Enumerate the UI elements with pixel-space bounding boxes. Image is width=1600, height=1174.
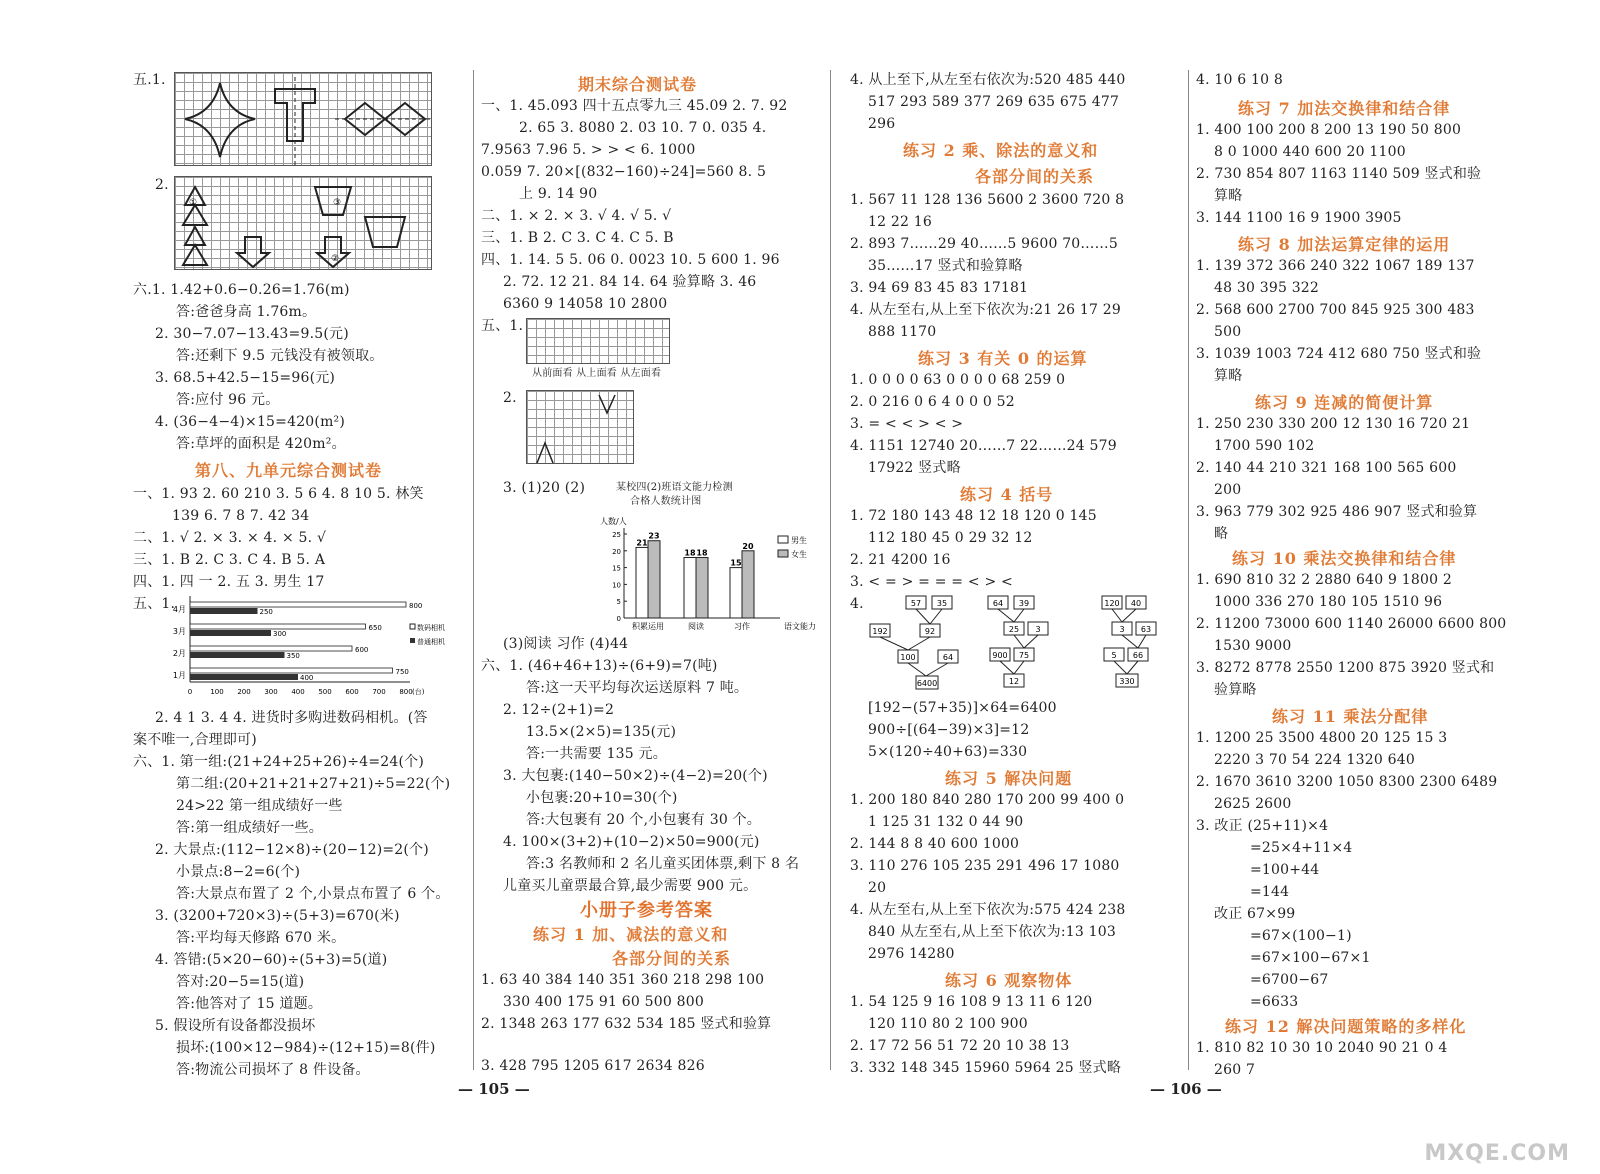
bar-girls bbox=[742, 551, 754, 618]
tree-link bbox=[1014, 609, 1024, 622]
bar-label-boys: 18 bbox=[684, 548, 696, 558]
answer-line: 4. 答错:(5×20−60)÷(5+3)=5(道) bbox=[155, 952, 388, 968]
answer-line: 500 bbox=[1214, 324, 1242, 340]
view-labels: 从前面看 从上面看 从左面看 bbox=[532, 368, 662, 379]
tree-link bbox=[926, 663, 948, 676]
answer-line: 2. 12÷(2+1)=2 bbox=[503, 702, 615, 718]
answer-line: 112 180 45 0 29 32 12 bbox=[868, 530, 1033, 546]
svg-text:①: ① bbox=[189, 198, 198, 208]
tree-value: 57 bbox=[910, 599, 922, 608]
answer-line: 小景点:8−2=6(个) bbox=[176, 864, 301, 880]
tree-link bbox=[908, 663, 926, 676]
bar-girls bbox=[696, 558, 708, 618]
answer-line: 损坏:(100×12−984)÷(12+15)=8(件) bbox=[176, 1040, 436, 1056]
answer-line: 7.9563 7.96 5. > > < 6. 1000 bbox=[481, 142, 696, 158]
section-heading: 第八、九单元综合测试卷 bbox=[195, 461, 383, 480]
answer-line: 2. 17 72 56 51 72 20 10 38 13 bbox=[850, 1038, 1070, 1054]
x-tick-label: 700 bbox=[372, 688, 386, 696]
x-tick-label: 100 bbox=[210, 688, 224, 696]
x-tick-label: 800 bbox=[399, 688, 413, 696]
answer-line: 略 bbox=[1214, 526, 1229, 542]
answer-line: 1. 250 230 330 200 12 130 16 720 21 bbox=[1196, 416, 1471, 432]
tree-link bbox=[880, 637, 908, 650]
answer-line: 3. 144 1100 16 9 1900 3905 bbox=[1196, 210, 1402, 226]
category-label: 习作 bbox=[734, 622, 750, 631]
answer-line: 0.059 7. 20×[(832−160)÷24]=560 8. 5 bbox=[481, 164, 767, 180]
answer-line: 2. 568 600 2700 700 845 925 300 483 bbox=[1196, 302, 1475, 318]
x-tick-label: 300 bbox=[264, 688, 278, 696]
section-heading: 练习 12 解决问题策略的多样化 bbox=[1225, 1017, 1467, 1036]
month-label: 3月 bbox=[172, 627, 186, 636]
tree-link bbox=[1014, 661, 1024, 674]
legend-digital: 数码相机 bbox=[417, 624, 445, 632]
section-heading: 练习 3 有关 0 的运算 bbox=[918, 349, 1088, 368]
answer-line: 3. 94 69 83 45 83 17181 bbox=[850, 280, 1029, 296]
bar-boys bbox=[684, 558, 696, 618]
bar-label: 350 bbox=[286, 652, 300, 660]
tree-value: 40 bbox=[1130, 599, 1142, 608]
legend-girls: 女生 bbox=[791, 550, 807, 559]
answer-line: 算略 bbox=[1214, 368, 1243, 384]
answer-line: 13.5×(2×5)=135(元) bbox=[526, 724, 677, 740]
answer-line: 3. 428 795 1205 617 2634 826 bbox=[481, 1058, 705, 1074]
answer-line: 儿童买儿童票最合算,最少需要 900 元。 bbox=[503, 878, 758, 894]
legend-swatch-girls bbox=[778, 550, 788, 557]
svg-text:②: ② bbox=[331, 254, 340, 264]
section-heading: 练习 4 括号 bbox=[960, 485, 1054, 504]
answer-line: 48 30 395 322 bbox=[1214, 280, 1320, 296]
booklet-heading: 小册子参考答案 bbox=[580, 900, 713, 921]
answer-line: 1. 567 11 128 136 5600 2 3600 720 8 bbox=[850, 192, 1125, 208]
bar-normal bbox=[190, 602, 406, 607]
transform-drawing bbox=[175, 177, 433, 271]
answer-line: =6633 bbox=[1250, 994, 1299, 1010]
tree-value: 3 bbox=[1035, 625, 1041, 634]
tree-link bbox=[930, 609, 942, 624]
answer-line: 12 22 16 bbox=[868, 214, 932, 230]
y-tick-label: 5 bbox=[616, 598, 621, 607]
bar-digital bbox=[190, 630, 271, 636]
bar-label-girls: 18 bbox=[696, 548, 708, 558]
answer-line: 3. (3200+720×3)÷(5+3)=670(米) bbox=[155, 908, 400, 924]
chart-title: 某校四(2)班语文能力检测 bbox=[616, 482, 733, 493]
answer-line: 3. (1)20 (2) bbox=[503, 480, 586, 496]
answer-line: 1700 590 102 bbox=[1214, 438, 1315, 454]
tree-link bbox=[1014, 635, 1024, 648]
answer-line: 2. 1670 3610 3200 1050 8300 2300 6489 bbox=[1196, 774, 1498, 790]
tree-value: 100 bbox=[900, 653, 916, 662]
answer-line: 5×(120÷40+63)=330 bbox=[868, 744, 1028, 760]
answer-line: 改正 67×99 bbox=[1214, 906, 1296, 922]
x-tick-label: 500 bbox=[318, 688, 332, 696]
answer-line: 4. 1151 12740 20……7 22……24 579 bbox=[850, 438, 1117, 454]
answer-line: 2. 30−7.07−13.43=9.5(元) bbox=[155, 326, 349, 342]
answer-line: 2220 3 70 54 224 1320 640 bbox=[1214, 752, 1415, 768]
answer-line: 三、1. B 2. C 3. C 4. C 5. B bbox=[481, 230, 674, 246]
answer-line: 1. 810 82 10 30 10 2040 90 21 0 4 bbox=[1196, 1040, 1448, 1056]
answer-line: 24>22 第一组成绩好一些 bbox=[176, 798, 343, 814]
answer-line: 答:3 名教师和 2 名儿童买团体票,剩下 8 名 bbox=[526, 856, 800, 872]
answer-line: 小包裹:20+10=30(个) bbox=[526, 790, 678, 806]
answer-line: 2. 140 44 210 321 168 100 565 600 bbox=[1196, 460, 1457, 476]
month-label: 4月 bbox=[172, 605, 186, 614]
answer-line: 120 110 80 2 100 900 bbox=[868, 1016, 1028, 1032]
bar-label: 400 bbox=[300, 674, 314, 682]
legend-swatch-normal bbox=[410, 638, 415, 643]
answer-line: 1. 0 0 0 0 63 0 0 0 0 68 259 0 bbox=[850, 372, 1066, 388]
month-label: 1月 bbox=[172, 671, 186, 680]
answer-line: 答:平均每天修路 670 米。 bbox=[176, 930, 346, 946]
answer-line: 答:应付 96 元。 bbox=[176, 392, 280, 408]
section-heading: 练习 7 加法交换律和结合律 bbox=[1238, 99, 1451, 118]
answer-line: 1. 139 372 366 240 322 1067 189 137 bbox=[1196, 258, 1475, 274]
answer-line: =67×(100−1) bbox=[1250, 928, 1352, 944]
answer-line: 1. 200 180 840 280 170 200 99 400 0 bbox=[850, 792, 1125, 808]
bar-label: 250 bbox=[259, 608, 273, 616]
tree-value: 64 bbox=[992, 599, 1004, 608]
answer-line: 3. 68.5+42.5−15=96(元) bbox=[155, 370, 336, 386]
answer-line: 五、1. bbox=[481, 318, 524, 334]
answer-line: 上 9. 14 90 bbox=[519, 186, 598, 202]
bar-label: 650 bbox=[368, 624, 382, 632]
tree-value: 39 bbox=[1018, 599, 1030, 608]
answer-line: 答:这一天平均每次运送原料 7 吨。 bbox=[526, 680, 749, 696]
answer-line: 2976 14280 bbox=[868, 946, 955, 962]
bar-label-girls: 20 bbox=[742, 541, 754, 551]
answer-line: =6700−67 bbox=[1250, 972, 1329, 988]
section-heading: 练习 8 加法运算定律的运用 bbox=[1238, 235, 1451, 254]
answer-line: 2. 72. 12 21. 84 14. 64 验算略 3. 46 bbox=[503, 274, 757, 290]
answer-line: 4. 从上至下,从左至右依次为:520 485 440 bbox=[850, 72, 1126, 88]
tree-value: 3 bbox=[1119, 625, 1125, 634]
answer-line: 五、1. bbox=[133, 596, 176, 612]
drawing-grid bbox=[526, 390, 634, 464]
legend-normal: 普通相机 bbox=[417, 638, 445, 646]
x-tick-label: 400 bbox=[291, 688, 305, 696]
category-label: 阅读 bbox=[688, 622, 704, 631]
answer-line: 答:大包裹有 20 个,小包裹有 30 个。 bbox=[526, 812, 761, 828]
bar-label: 600 bbox=[355, 646, 369, 654]
x-tick-label: 600 bbox=[345, 688, 359, 696]
watermark: MXQE.COM bbox=[1424, 1141, 1570, 1166]
tree-value: 900 bbox=[992, 651, 1008, 660]
tree-link bbox=[908, 637, 930, 650]
tree-link bbox=[1122, 609, 1136, 622]
column-divider bbox=[1188, 70, 1189, 1070]
section-heading: 练习 6 观察物体 bbox=[945, 971, 1073, 990]
answer-line: 4. 从左至右,从上至下依次为:21 26 17 29 bbox=[850, 302, 1121, 318]
tree-value: 25 bbox=[1008, 625, 1020, 634]
answer-line: 3. 110 276 105 235 291 496 17 1080 bbox=[850, 858, 1120, 874]
answer-line: 五.1. bbox=[133, 72, 166, 88]
section-heading: 各部分间的关系 bbox=[975, 167, 1095, 186]
tree-value: 120 bbox=[1104, 599, 1120, 608]
answer-line: 840 从左至右,从上至下依次为:13 103 bbox=[868, 924, 1116, 940]
three-view-grid bbox=[526, 318, 670, 364]
tree-value: 12 bbox=[1008, 677, 1020, 686]
answer-line: 330 400 175 91 60 500 800 bbox=[503, 994, 704, 1010]
answer-line: 1. 54 125 9 16 108 9 13 11 6 120 bbox=[850, 994, 1093, 1010]
answer-line: 1. 690 810 32 2 2880 640 9 1800 2 bbox=[1196, 572, 1452, 588]
tree-value: 92 bbox=[924, 627, 936, 636]
answer-line: 2. 1348 263 177 632 534 185 竖式和验算 bbox=[481, 1016, 772, 1032]
column-divider bbox=[830, 70, 831, 1070]
tree-value: 63 bbox=[1140, 625, 1152, 634]
answer-line: 296 bbox=[868, 116, 896, 132]
answer-line: 四、1. 14. 5 5. 06 0. 0023 10. 5 600 1. 96 bbox=[481, 252, 780, 268]
section-heading: 期末综合测试卷 bbox=[578, 75, 698, 94]
answer-line: 20 bbox=[868, 880, 887, 896]
answer-line: 3. 1039 1003 724 412 680 750 竖式和验 bbox=[1196, 346, 1482, 362]
bar-label-boys: 21 bbox=[636, 538, 648, 548]
tree-link bbox=[1024, 635, 1038, 648]
answer-line: 答:他答对了 15 道题。 bbox=[176, 996, 323, 1012]
answer-line: 3. 改正 (25+11)×4 bbox=[1196, 818, 1329, 834]
answer-line: 900÷[(64−39)×3]=12 bbox=[868, 722, 1030, 738]
grid-figure-2 bbox=[174, 176, 432, 270]
answer-line: 二、1. √ 2. × 3. × 4. × 5. √ bbox=[133, 530, 327, 546]
grid-drawing bbox=[527, 391, 635, 465]
answer-line: 2. 21 4200 16 bbox=[850, 552, 951, 568]
legend-boys: 男生 bbox=[791, 536, 807, 545]
x-tick-label: 200 bbox=[237, 688, 251, 696]
bar-digital bbox=[190, 674, 298, 680]
bar-label-boys: 15 bbox=[730, 558, 742, 568]
page-number: — 106 — bbox=[1150, 1080, 1222, 1098]
section-heading: 练习 5 解决问题 bbox=[945, 769, 1073, 788]
tree-link bbox=[1114, 661, 1127, 674]
answer-line: 2. 11200 73000 600 1140 26000 6600 800 bbox=[1196, 616, 1507, 632]
grid-figure-1 bbox=[174, 72, 432, 166]
bar-label-girls: 23 bbox=[648, 531, 660, 541]
answer-line: 2. bbox=[503, 390, 517, 406]
x-tick-label: 0 bbox=[187, 688, 193, 696]
answer-line: 答:爸爸身高 1.76m。 bbox=[176, 304, 317, 320]
answer-line: 一、1. 45.093 四十五点零九三 45.09 2. 7. 92 bbox=[481, 98, 788, 114]
y-tick-label: 0 bbox=[616, 615, 621, 623]
answer-line: 4. (36−4−4)×15=420(m²) bbox=[155, 414, 346, 430]
answer-line: 验算略 bbox=[1214, 682, 1257, 698]
bar-normal bbox=[190, 668, 393, 673]
answer-line: 答:草坪的面积是 420m²。 bbox=[176, 436, 346, 452]
tree-link bbox=[1138, 635, 1146, 648]
bar-boys bbox=[636, 547, 648, 618]
answer-line: 答:大景点布置了 2 个,小景点布置了 6 个。 bbox=[176, 886, 450, 902]
answer-line: 1530 9000 bbox=[1214, 638, 1292, 654]
answer-line: 案不唯一,合理即可) bbox=[133, 732, 257, 748]
answer-line: 3. < = > = = = < > < bbox=[850, 574, 1013, 590]
answer-line: 4. 从左至右,从上至下依次为:575 424 238 bbox=[850, 902, 1126, 918]
month-label: 2月 bbox=[172, 649, 186, 658]
tree-value: 192 bbox=[872, 627, 888, 636]
answer-line: =100+44 bbox=[1250, 862, 1320, 878]
answer-line: [192−(57+35)]×64=6400 bbox=[868, 700, 1057, 716]
answer-line: 1 125 31 132 0 44 90 bbox=[868, 814, 1024, 830]
y-tick-label: 15 bbox=[612, 564, 621, 573]
answer-line: (3)阅读 习作 (4)44 bbox=[503, 636, 629, 652]
answer-line: 4. 10 6 10 8 bbox=[1196, 72, 1284, 88]
legend-swatch-boys bbox=[778, 536, 788, 543]
column-divider bbox=[473, 70, 474, 1070]
section-heading: 各部分间的关系 bbox=[612, 949, 732, 968]
category-label: 积累运用 bbox=[632, 622, 664, 631]
bar-label: 300 bbox=[273, 630, 287, 638]
answer-line: 139 6. 7 8 7. 42 34 bbox=[172, 508, 310, 524]
tree-value: 64 bbox=[942, 653, 954, 662]
answer-line: 一、1. 93 2. 60 210 3. 5 6 4. 8 10 5. 林笑 bbox=[133, 486, 424, 502]
answer-line: 200 bbox=[1214, 482, 1242, 498]
answer-line: 260 7 bbox=[1214, 1062, 1256, 1078]
tree-value: 330 bbox=[1119, 677, 1135, 686]
answer-line: 3. = < < > < > bbox=[850, 416, 964, 432]
tree-value: 66 bbox=[1132, 651, 1144, 660]
answer-line: 888 1170 bbox=[868, 324, 937, 340]
tree-link bbox=[1112, 609, 1122, 622]
y-tick-label: 20 bbox=[612, 547, 621, 556]
answer-line: 1. 400 100 200 8 200 13 190 50 800 bbox=[1196, 122, 1462, 138]
answer-line: 答:物流公司损坏了 8 件设备。 bbox=[176, 1062, 370, 1078]
answer-line: 35……17 竖式和验算略 bbox=[868, 258, 1023, 274]
tree-link bbox=[916, 609, 930, 624]
answer-line: 算略 bbox=[1214, 188, 1243, 204]
answer-line: 答:第一组成绩好一些。 bbox=[176, 820, 323, 836]
tree-link bbox=[1122, 635, 1138, 648]
tree-link bbox=[1000, 661, 1014, 674]
answer-line: 1. 72 180 143 48 12 18 120 0 145 bbox=[850, 508, 1097, 524]
answer-line: 1000 336 270 180 105 1510 96 bbox=[1214, 594, 1443, 610]
section-heading: 练习 9 连减的简便计算 bbox=[1255, 393, 1434, 412]
tree-link bbox=[998, 609, 1014, 622]
answer-line: 2. 大景点:(112−12×8)÷(20−12)=2(个) bbox=[155, 842, 429, 858]
legend-swatch-digital bbox=[410, 624, 415, 629]
calculation-trees bbox=[868, 594, 1168, 694]
answer-line: 1. 1200 25 3500 4800 20 125 15 3 bbox=[1196, 730, 1448, 746]
x-unit-label: (台) bbox=[412, 688, 425, 696]
page-number: — 105 — bbox=[458, 1080, 530, 1098]
answer-line: 3. 332 148 345 15960 5964 25 竖式略 bbox=[850, 1060, 1122, 1076]
bar-digital bbox=[190, 608, 258, 614]
bar-boys bbox=[730, 568, 742, 618]
answer-line: =25×4+11×4 bbox=[1250, 840, 1353, 856]
svg-text:③: ③ bbox=[333, 198, 342, 208]
x-axis-title: 语文能力 bbox=[784, 622, 816, 631]
answer-line: =144 bbox=[1250, 884, 1290, 900]
answer-line: 3. 8272 8778 2550 1200 875 3920 竖式和 bbox=[1196, 660, 1495, 676]
bar-normal bbox=[190, 646, 352, 651]
answer-line: =67×100−67×1 bbox=[1250, 950, 1371, 966]
vertical-bar-chart bbox=[600, 514, 825, 632]
answer-line: 答对:20−5=15(道) bbox=[176, 974, 305, 990]
bar-label: 750 bbox=[395, 668, 409, 676]
answer-line: 2. 144 8 8 40 600 1000 bbox=[850, 836, 1020, 852]
symmetry-drawing bbox=[175, 73, 433, 167]
bar-normal bbox=[190, 624, 366, 629]
bar-girls bbox=[648, 541, 660, 618]
answer-line: 4. 100×(3+2)+(10−2)×50=900(元) bbox=[503, 834, 760, 850]
section-heading: 练习 10 乘法交换律和结合律 bbox=[1232, 549, 1457, 568]
answer-line: 2. 0 216 0 6 4 0 0 0 52 bbox=[850, 394, 1015, 410]
bar-digital bbox=[190, 652, 285, 658]
answer-line: 517 293 589 377 269 635 675 477 bbox=[868, 94, 1120, 110]
answer-line: 2625 2600 bbox=[1214, 796, 1292, 812]
answer-line: 3. 963 779 302 925 486 907 竖式和验算 bbox=[1196, 504, 1478, 520]
answer-line: 17922 竖式略 bbox=[868, 460, 961, 476]
answer-line: 2. 893 7……29 40……5 9600 70……5 bbox=[850, 236, 1118, 252]
tree-value: 35 bbox=[936, 599, 948, 608]
answer-line: 二、1. × 2. × 3. √ 4. √ 5. √ bbox=[481, 208, 672, 224]
answer-line: 1. 63 40 384 140 351 360 218 298 100 bbox=[481, 972, 765, 988]
tree-link bbox=[1127, 661, 1138, 674]
y-axis-title: 人数/人 bbox=[600, 517, 627, 526]
answer-line: 第二组:(20+21+21+27+21)÷5=22(个) bbox=[176, 776, 451, 792]
section-heading: 练习 2 乘、除法的意义和 bbox=[903, 141, 1099, 160]
section-heading: 练习 11 乘法分配律 bbox=[1272, 707, 1429, 726]
y-tick-label: 10 bbox=[612, 581, 621, 590]
answer-line: 6360 9 14058 10 2800 bbox=[503, 296, 668, 312]
answer-line: 答:还剩下 9.5 元钱没有被领取。 bbox=[176, 348, 384, 364]
horizontal-bar-chart bbox=[160, 594, 465, 700]
answer-line: 8 0 1000 440 600 20 1100 bbox=[1214, 144, 1406, 160]
answer-line: 2. 4 1 3. 4 4. 进货时多购进数码相机。(答 bbox=[155, 710, 428, 726]
answer-line: 3. 大包裹:(140−50×2)÷(4−2)=20(个) bbox=[503, 768, 768, 784]
answer-line: 四、1. 四 一 2. 五 3. 男生 17 bbox=[133, 574, 325, 590]
tree-value: 75 bbox=[1018, 651, 1030, 660]
tree-value: 6400 bbox=[916, 679, 938, 688]
bar-label: 800 bbox=[409, 602, 423, 610]
answer-line: 答:一共需要 135 元。 bbox=[526, 746, 667, 762]
answer-line: 2. 65 3. 8080 2. 03 10. 7 0. 035 4. bbox=[519, 120, 767, 136]
answer-line: 4. bbox=[850, 596, 864, 612]
section-heading: 练习 1 加、减法的意义和 bbox=[533, 925, 729, 944]
answer-line: 三、1. B 2. C 3. C 4. B 5. A bbox=[133, 552, 326, 568]
answer-line: 六、1. (46+46+13)÷(6+9)=7(吨) bbox=[481, 658, 718, 674]
chart-subtitle: 合格人数统计图 bbox=[630, 496, 702, 507]
answer-line: 2. bbox=[155, 177, 169, 193]
answer-line: 5. 假设所有设备都没损坏 bbox=[155, 1018, 316, 1034]
y-tick-label: 25 bbox=[612, 531, 621, 539]
answer-line: 2. 730 854 807 1163 1140 509 竖式和验 bbox=[1196, 166, 1482, 182]
tree-value: 5 bbox=[1111, 651, 1117, 660]
answer-line: 六.1. 1.42+0.6−0.26=1.76(m) bbox=[133, 282, 350, 298]
answer-line: 六、1. 第一组:(21+24+25+26)÷4=24(个) bbox=[133, 754, 425, 770]
